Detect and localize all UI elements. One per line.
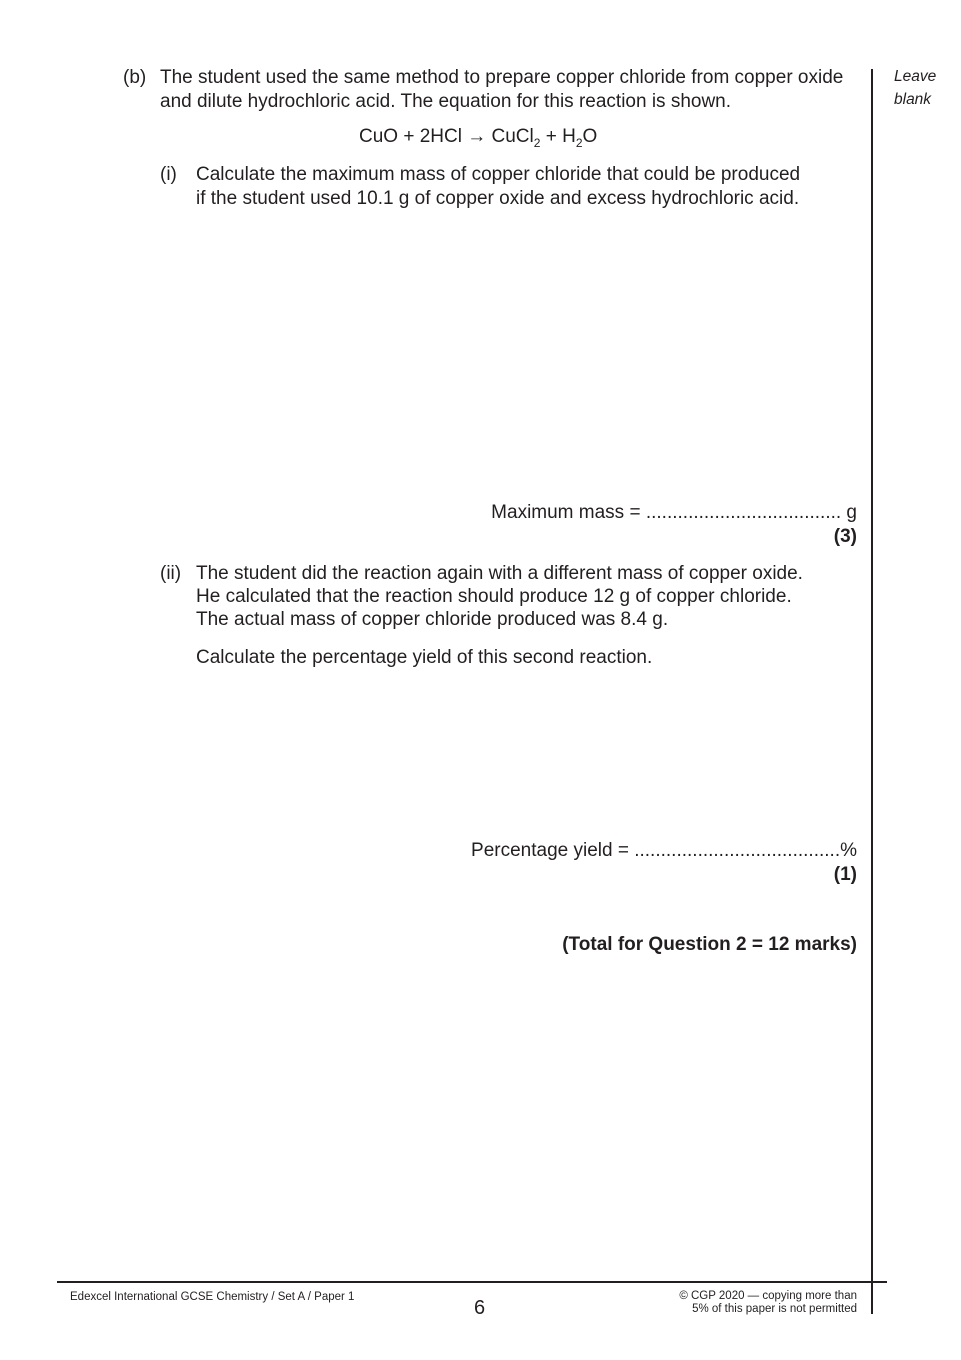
equation-cucl: CuCl: [486, 126, 534, 147]
percentage-yield-answer-line[interactable]: Percentage yield = .......................................%: [471, 840, 857, 861]
page-number: 6: [474, 1297, 486, 1319]
part-i-text-line1: Calculate the maximum mass of copper chloride that could be produced: [196, 164, 801, 185]
leave-text: Leave: [894, 68, 937, 85]
part-i-text-line2: if the student used 10.1 g of copper oxide and excess hydrochloric acid.: [196, 188, 800, 209]
part-b-text-line2: and dilute hydrochloric acid. The equation for this reaction is shown.: [160, 91, 732, 112]
part-i-label: (i): [160, 164, 177, 185]
part-ii-text-line1: The student did the reaction again with a different mass of copper oxide.: [196, 563, 803, 584]
subscript-2: 2: [575, 136, 583, 150]
margin-rule: [871, 69, 873, 1314]
equation-reactants: CuO + 2HCl: [359, 126, 468, 147]
maximum-mass-answer-line[interactable]: Maximum mass = ..................................... g: [491, 502, 857, 523]
footer-rule: [57, 1281, 887, 1283]
part-b-text-line1: The student used the same method to prepare copper chloride from copper oxide: [160, 67, 844, 88]
copyright-line2: 5% of this paper is not permitted: [692, 1303, 857, 1315]
chemical-equation: [359, 126, 597, 148]
part-ii-text-line3: The actual mass of copper chloride produced was 8.4 g.: [196, 609, 669, 630]
part-i-marks: (3): [833, 526, 857, 547]
part-ii-marks: (1): [833, 864, 857, 885]
blank-text: blank: [894, 91, 932, 108]
part-ii-instruction: Calculate the percentage yield of this second reaction.: [196, 647, 653, 668]
equation-o: O: [582, 126, 598, 147]
equation-plus-h: + H: [540, 126, 576, 147]
part-ii-text-line2: He calculated that the reaction should produce 12 g of copper chloride.: [196, 586, 792, 607]
footer-paper-title: Edexcel International GCSE Chemistry / Set A / Paper 1: [70, 1291, 355, 1303]
subscript-2: 2: [533, 136, 541, 150]
part-b-label: (b): [123, 67, 147, 88]
part-ii-label: (ii): [160, 563, 182, 584]
reaction-arrow-icon: →: [467, 126, 487, 147]
leave-blank-label: [894, 65, 936, 111]
copyright-line1: © CGP 2020 — copying more than: [679, 1290, 857, 1302]
question-total: (Total for Question 2 = 12 marks): [562, 934, 857, 955]
footer-copyright: [679, 1290, 857, 1316]
